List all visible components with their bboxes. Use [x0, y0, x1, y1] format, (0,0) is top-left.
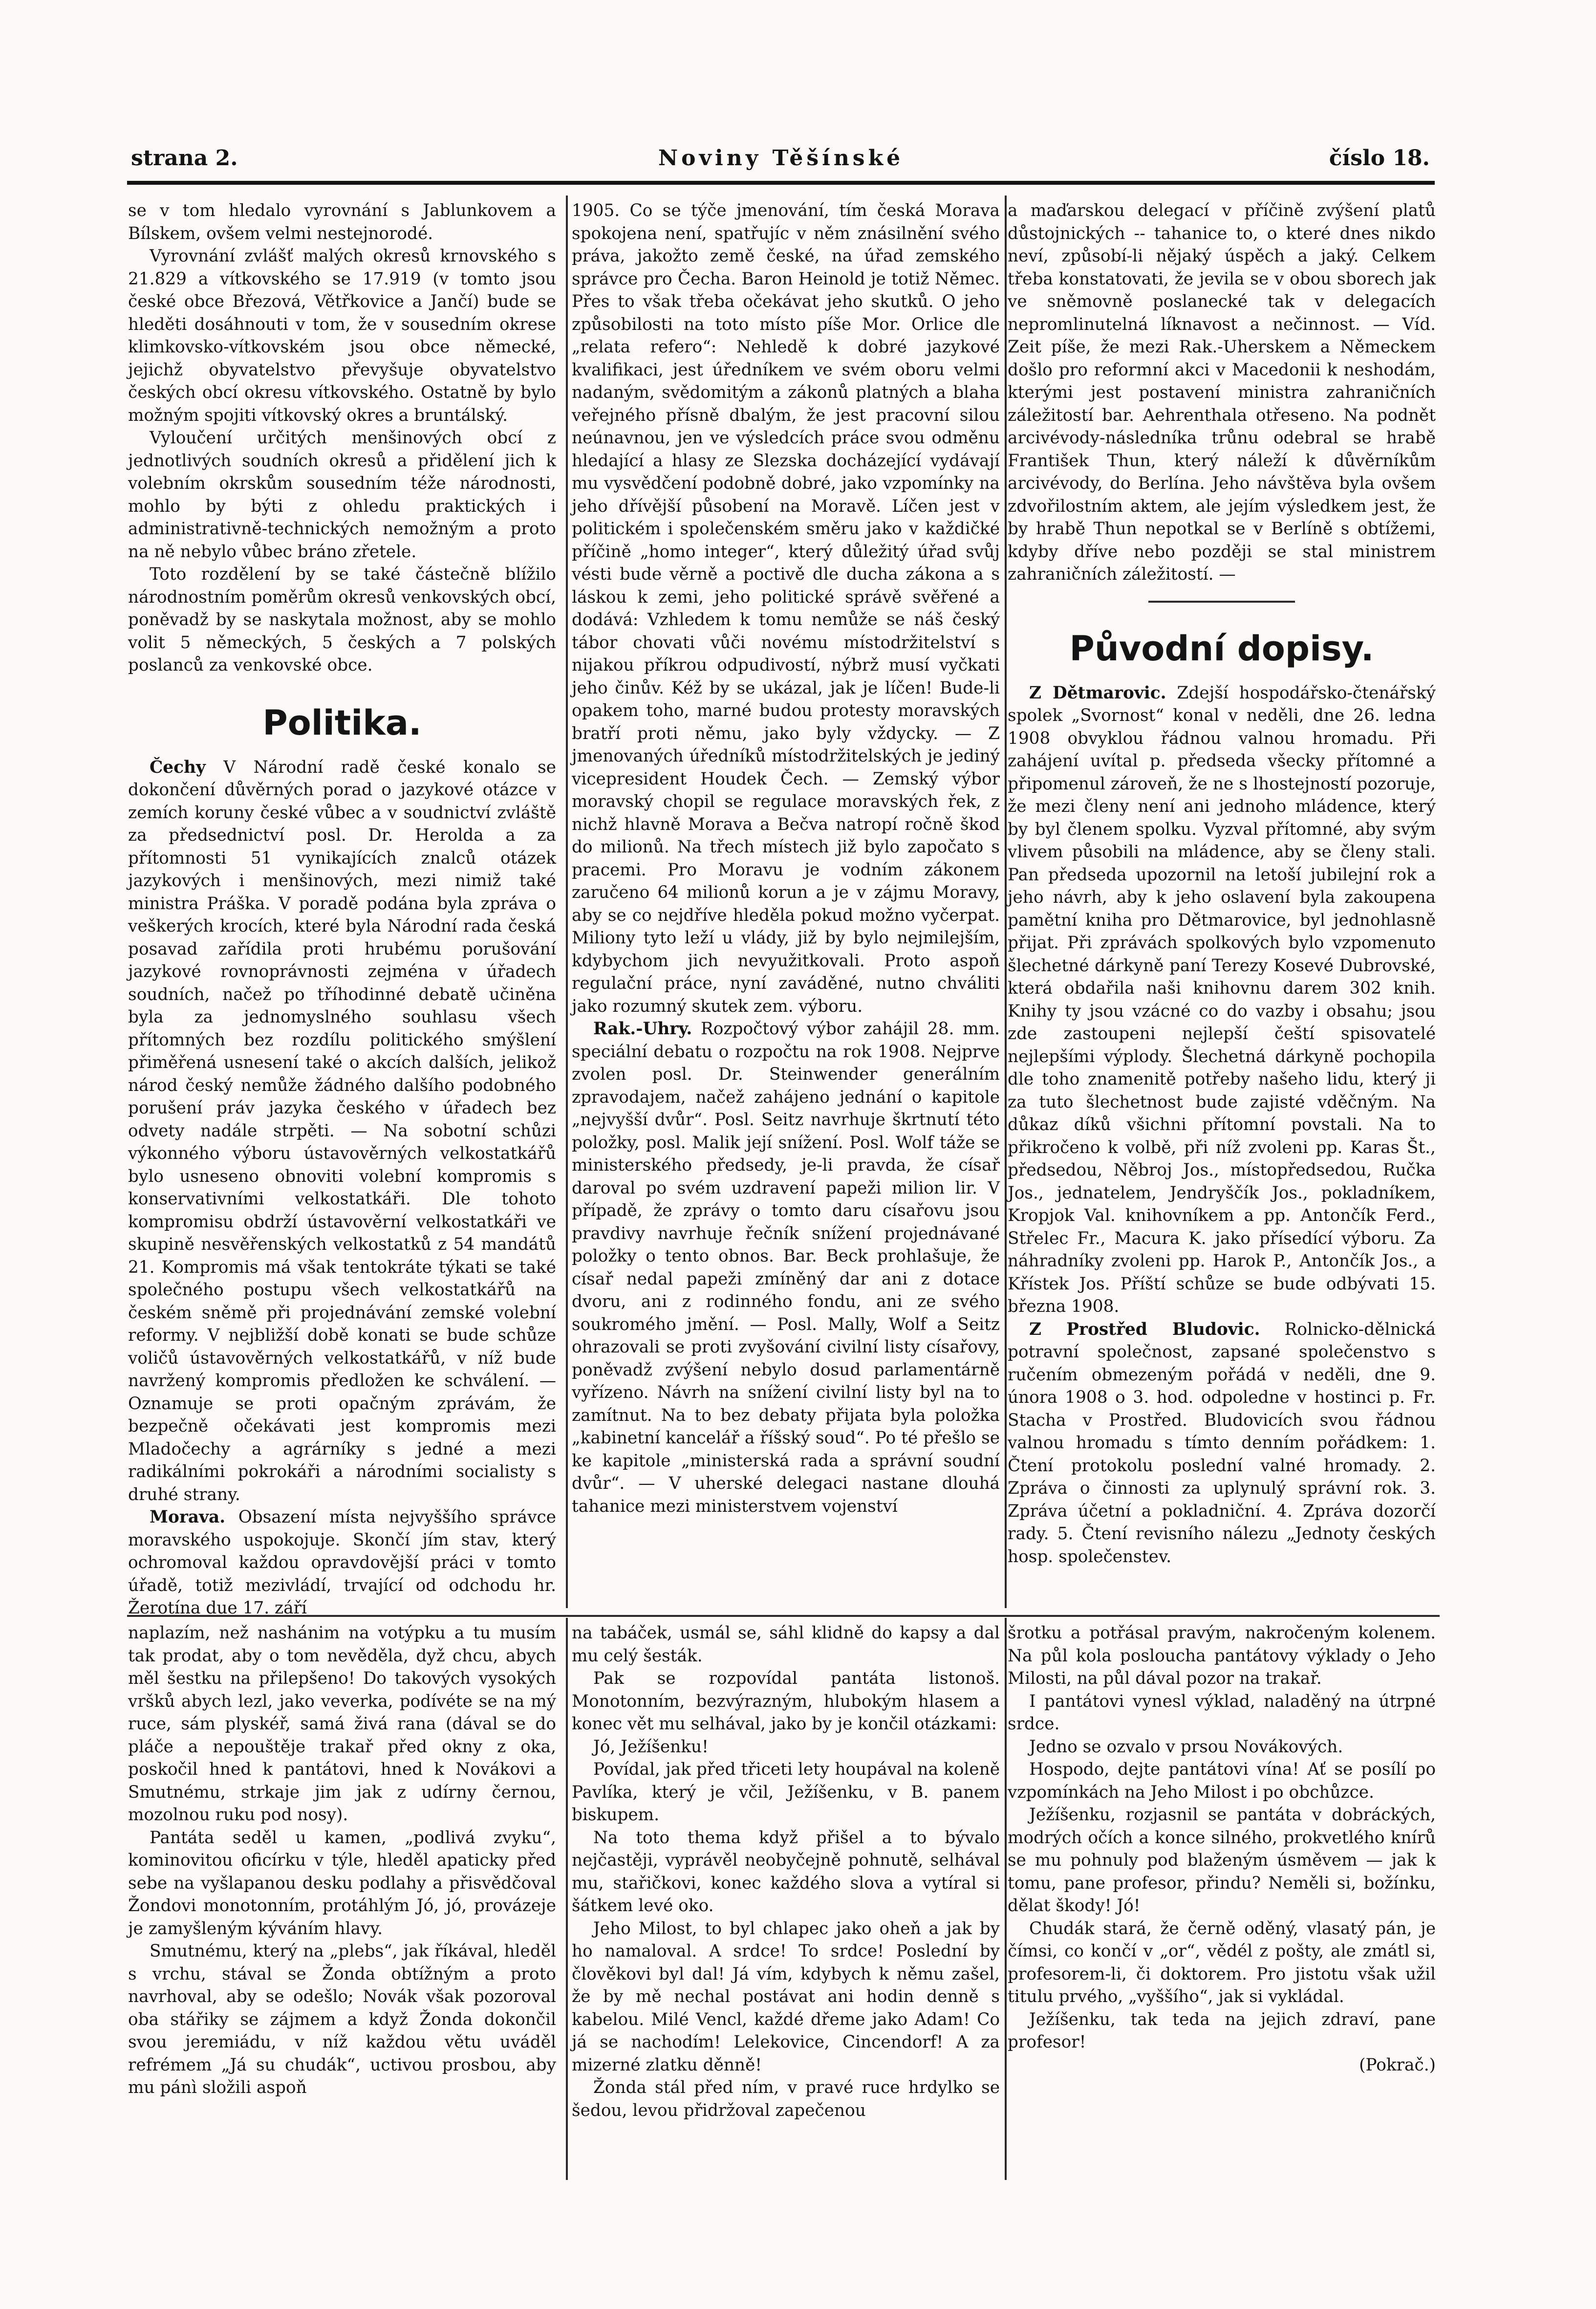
bottom-column-3	[1008, 1622, 1436, 2179]
paragraph-text: Zdejší hospodářsko-čtenářský spolek „Svornost“ konal v neděli, dne 26. ledna 1908 obvyklou řádnou valnou hromadu. Při zahájení uvítal p. předseda všecky přítomné a připomenul zároveň, že ne s lhostejností pozoruje, že mezi členy není ani jednoho mládence, který by byl členem spolku. Vyzval přítomné, aby svým vlivem působili na mládence, aby se členy stali. Pan předseda upozornil na letoší jubilejní rok a jeho návrh, aby k jeho oslavení byla zakoupena pamětní kniha pro Dětmarovice, byl jednohlasně přijat. Při zprávách spolkových bylo vzpomenuto šlechetné dárkyně paní Terezy Kosevé Dubrovské, která obdařila naši knihovnu darem 302 knih. Knihy ty jsou vzácné co do vazby i obsahu; jsou zde zastoupeni nejlepší čeští spisovatelé nejlepšími výplody. Šlechetná dárkyně pochopila dle toho znamenitě potřeby našeho lidu, který ji za tuto šlechetnost bude zajisté vděčným. Na důkaz díků všichni přítomní povstali. Na to přikročeno k volbě, při níž zvoleni pp. Karas Št., předsedou, Něbroj Jos., místopředsedou, Ručka Jos., jednatelem, Jendryščík Jos., pokladníkem, Kropjok Val. knihovníkem a pp. Antončík Ferd., Střelec Fr., Macura K. jako přísedící výboru. Za náhradníky zvoleni pp. Harok P., Antončík Jos., a Křístek Jos. Příští schůze se bude odbývati 15. března 1908.	[1008, 683, 1436, 1316]
paragraph-text: V Národní radě české konalo se dokončení důvěrných porad o jazykové otázce v zemích koruny české vůbec a v soudnictví zvláště za předsednictví posl. Dr. Herolda a za přítomnosti 51 vynikajících znalců otázek jazykových i menšinových, mezi nimiž také ministra Práška. V poradě podána byla zpráva o veškerých krocích, které byla Národní rada česká posavad zařídila proti hrubému porušování jazykové rovnoprávnosti zejména v úřadech soudních, načež po tříhodinné debatě učiněna byla za jednomyslného souhlasu všech přítomných bez rozdílu politického smýšlení přiměřená usnesení také o akcích dalších, jelikož národ český nemůže žádného dalšího podobného porušení práv jazyka českého v úřadech bez odvety nadále strpěti. — Na sobotní schůzi výkonného výboru ústavověrných velkostatkářů bylo usneseno obnoviti volební kompromis s konservativními velkostatkáři. Dle tohoto kompromisu obdrží ústavověrní velkostatkáři ve skupině nesvěřenských velkostatků z 54 mandátů 21. Kompromis má však tentokráte týkati se také společného postupu všech velkostatkářů na českém sněmě při projednávání zemské volební reformy. V nejbližší době konati se bude schůze voličů ústavověrných velkostatkářů, v níž bude navržený kompromis předložen ke schválení. — Oznamuje se proti opačným zprávám, že bezpečně očekávati jest kompromis mezi Mladočechy a agrárníky s jedné a mezi radikálními pokrokáři a národními socialisty s druhé strany.	[128, 757, 556, 1504]
page-number: strana 2.	[131, 146, 238, 171]
section-lead: Z Dětmarovic.	[1029, 683, 1166, 703]
section-lead: Rak.-Uhry.	[593, 1019, 692, 1039]
article-paragraph	[1008, 682, 1436, 1318]
section-lead: Morava.	[150, 1507, 226, 1527]
story-paragraph: šrotku a potřásal pravým, nakročeným kolenem. Na půl kola posloucha pantátovy výklady o Jeho Milosti, na půl dával pozor na trakař.	[1008, 1623, 1436, 1688]
story-paragraph: Jedno se ozvalo v prsou Novákových.	[1029, 1737, 1343, 1757]
article-paragraph: a maďarskou delegací v příčině zvýšení platů důstojnických -- tahanice to, o které dnes nikdo neví, způsobí-li nějaký úspěch a jaký. Celkem třeba konstatovati, že jevila se v obou sborech jak ve sněmovně poslanecké tak v delegacích nepromlinutelná líknavost a nečinnost. — Víd. Zeit píše, že mezi Rak.-Uherskem a Německem došlo pro reformní akci v Macedonii k neshodám, kterými jest postavení ministra zahraničních záležitostí bar. Aehrenthala otřeseno. Na podnět arcivévody-následníka trůnu odebral se hrabě František Thun, který náleží k důvěrníkům arcivévody, do Berlína. Jeho návštěva byla ovšem zdvořilostním aktem, ale jejím výsledkem jest, že by hrabě Thun nepotkal se v Berlíně s obtížemi, kdyby dříve nebo později se stal ministrem zahraničních záležitostí. —	[1008, 201, 1436, 584]
story-paragraph: Pak se rozpovídal pantáta listonoš. Monotonním, bezvýrazným, hlubokým hlasem a konec vět mu selhával, jako by je končil otázkami:	[572, 1669, 1000, 1734]
story-paragraph: Povídal, jak před třiceti lety houpával na koleně Pavlíka, který je včil, Ježíšenku, v B. panem biskupem.	[572, 1760, 1000, 1825]
paragraph-text: Rolnicko-dělnická potravní společnost, zapsané společenstvo s ručením obmezeným pořádá v neděli, dne 9. února 1908 o 3. hod. odpoledne v hostinci p. Fr. Stacha v Prostřed. Bludovicích svou řádnou valnou hromadu s tímto denním pořádkem: 1. Čtení protokolu poslední valné hromady. 2. Zpráva o činnosti za uplynulý správní rok. 3. Zpráva účetní a pokladniční. 4. Zpráva dozorčí rady. 5. Čtení revisního nálezu „Jednoty českých hosp. společenstev.	[1008, 1319, 1436, 1567]
article-paragraph	[1008, 1318, 1436, 1568]
article-paragraph: Vyrovnání zvlášť malých okresů krnovského s 21.829 a vítkovského se 17.919 (v tomto jsou české obce Březová, Větřkovice a Jančí) bude se hleděti dosáhnouti v tom, že v sousedním okrese klimkovsko-vítkovském jsou obce německé, jejichž obyvatelstvo převyšuje obyvatelstvo českých obcí okresu vítkovského. Ostatně by bylo možným spojiti vítkovský okres a bruntálský.	[128, 246, 556, 425]
story-paragraph: na tabáček, usmál se, sáhl klidně do kapsy a dal mu celý šesták.	[572, 1623, 1000, 1666]
article-paragraph: se v tom hledalo vyrovnání s Jablunkovem a Bílskem, ovšem velmi nestejnorodé.	[128, 201, 556, 243]
article-paragraph	[572, 1018, 1000, 1518]
column-divider	[566, 1618, 568, 2180]
article-paragraph: 1905. Co se týče jmenování, tím česká Morava spokojena není, spatřujíc v něm znásilnění svého práva, jakožto země české, na úřad zemského správce pro Čecha. Baron Heinold je totiž Němec. Přes to však třeba očekávat jeho skutků. O jeho způsobilosti na toto místo píše Mor. Orlice dle „relata refero“: Nehledě k dobré jazykové kvalifikaci, jest úředníkem ve svém oboru velmi nadaným, svědomitým a zákonů platných a blaha veřejného přísně dbalým, že jest pracovní silou neúnavnou, jen ve výsledcích práce svou odměnu hledající a hlasy ze Slezska docházející vydávají mu vysvědčení podobně dobré, jako vzpomínky na jeho dřívější působení na Moravě. Líčen jest v politickém i společenském směru jako v každičké příčině „homo integer“, který důležitý úřad svůj vésti bude věrně a poctivě dle ducha zákona a s láskou k zemi, jeho politické správě svěřené a dodává: Vzhledem k tomu nemůže se náš český tábor chovati vůči novému místodržitelství s nijakou příkrou odpudivostí, nýbrž musí vyčkati jeho činův. Kéž by se ukázal, jak je líčen! Bude-li opakem toho, marné budou protesty moravských bratří proti němu, jako byly vždycky. — Z jmenovaných úředníků místodržitelských je jediný vicepresident Houdek Čech. — Zemský výbor moravský chopil se regulace moravských řek, z nichž hlavně Morava a Bečva natropí ročně škod do milionů. Na třech místech již bylo započato s pracemi. Pro Moravu je vodním zákonem zaručeno 64 milionů korun a je v zájmu Moravy, aby se co nejdříve hleděla pokud možno vyčerpat. Miliony tyto leží u vlády, již by bylo nejmilejším, kdybychom jich nevyužitkovali. Proto aspoň regulační práce, nyní zaváděné, nutno chváliti jako rozumný skutek zem. výboru.	[572, 201, 1000, 1016]
paragraph-text: Obsazení místa nejvyššího správce moravského uspokojuje. Skončí jím stav, který ochromoval každou opravdovější práci v tomto úřadě, totiž mezivládí, trvající od odchodu hr. Žerotína due 17. září	[128, 1507, 556, 1618]
masthead-rule	[127, 181, 1435, 185]
masthead	[127, 143, 1435, 178]
story-paragraph: Jeho Milost, to byl chlapec jako oheň a jak by ho namaloval. A srdce! To srdce! Poslední by člověkovi byl dal! Já vím, kdybych k němu zašel, že by mě nechal postávat ani hodin denně s kabelou. Milé Vencl, každé dřeme jako Adam! Co já se nachodím! Lelekovice, Cincendorf! A za mizerné zlatku děnně!	[572, 1918, 1000, 2075]
feuilleton-divider	[127, 1615, 1440, 1617]
story-paragraph: Chudák stará, že černě oděný, vlasatý pán, je čímsi, co končí v „or“, vědél z pošty, ale zmátl si, profesorem-li, či doktorem. Pro jistotu však užil titulu prvého, „vyššího“, jak si vykládal.	[1008, 1918, 1436, 2006]
story-paragraph: Smutnému, který na „plebs“, jak říkával, hleděl s vrchu, stával se Žonda obtížným a proto navrhoval, aby se odešlo; Novák však pozoroval oba stářiky se zájmem a když Žonda dokončil svou jeremiádu, v níž každou větu uváděl refrémem „Já su chudák“, uctivou prosbou, aby mu pánì složili aspoň	[128, 1941, 556, 2097]
story-paragraph: Na toto thema když přišel a to bývalo nejčastěji, vyprávěl neobyčejně pohnutě, selhával mu, stařičkovi, konec každého slova a vytíral si šátkem levé oko.	[572, 1828, 1000, 1916]
bottom-column-2	[572, 1622, 1000, 2179]
top-column-3	[1008, 199, 1436, 1597]
newspaper-title: Noviny Těšínské	[658, 146, 904, 171]
article-paragraph: Toto rozdělení by se také částečně blížilo národnostním poměrům okresů venkovských obcí, poněvadž by se naskytala možnost, aby se mohlo volit 5 německých, 5 českých a 7 polských poslanců za venkovské obce.	[128, 565, 556, 675]
section-heading-politika: Politika.	[262, 702, 422, 743]
section-rule	[1148, 601, 1295, 603]
continued-note: (Pokrač.)	[1359, 2055, 1436, 2075]
story-paragraph: Hospodo, dejte pantátovi vína! Ať se posílí po vzpomínkách na Jeho Milost i po obchůzce.	[1008, 1760, 1436, 1802]
story-paragraph: naplazím, než nashánim na votýpku a tu musím tak prodat, aby o tom nevěděla, dyž chcu, abych měl šestku na přilepšeno! Do takových vysokých vršků abych lezl, jako veverka, podívéte se na mý ruce, sám plyskéř, samá živá rana (dával se do pláče a nepouštěje trakař před okny z oka, poskočil hned k pantátovi, hned k Novákovi a Smutnému, strkaje jim jak z udírny černou, mozolnou ruku pod nosy).	[128, 1623, 556, 1825]
paragraph-text: Rozpočtový výbor zahájil 28. mm. speciální debatu o rozpočtu na rok 1908. Nejprve zvolen posl. Dr. Steinwender generálním zpravodajem, načež zahájeno jednání o kapitole „nejvyšší dvůr“. Posl. Seitz navrhuje škrtnutí této položky, posl. Malik její snížení. Posl. Wolf táže se ministerského předsedy, je-li pravda, že císař daroval po svém uzdravení papeži milion lir. V případě, že zprávy o tomto daru císařovu jsou pravdivy navrhuje řečník snížení projednávané položky o tento obnos. Bar. Beck prohlašuje, že císař nedal papeži zmíněný dar ani z dotace dvoru, ani z rodinného fondu, ani ze svého soukromého jmění. — Posl. Mally, Wolf a Seitz ohrazovali se proti zvyšování civilní listy císařovy, poněvadž zvýšení nebylo dosud parlamentárně vyřízeno. Návrh na snížení civilní listy byl na to zamítnut. Na to bez debaty přijata byla položka „kabinetní kancelář a říšský soud“. Po té přešlo se ke kapitole „ministerská rada a správní soudní dvůr“. — V uherské delegaci nastane dlouhá tahanice mezi ministerstvem vojenství	[572, 1019, 1000, 1516]
column-divider	[566, 196, 568, 1608]
column-divider	[1005, 1618, 1007, 2180]
article-paragraph	[128, 756, 556, 1506]
top-column-1	[128, 199, 556, 1618]
section-lead: Z Prostřed Bludovic.	[1029, 1319, 1260, 1339]
story-paragraph: Ježíšenku, tak teda na jejich zdraví, pane profesor!	[1008, 2009, 1436, 2052]
story-paragraph: Pantáta seděl u kamen, „podlivá zvyku“, kominovitou oficírku v týle, hleděl apaticky před sebe na vyšlapanou desku podlahy a přisvědčoval Žondovi monotonním, protáhlým Jó, jó, provázeje je zamyšleným kýváním hlavy.	[128, 1828, 556, 1939]
story-paragraph: I pantátovi vynesl výklad, naladěný na útrpné srdce.	[1008, 1691, 1436, 1734]
story-paragraph: Žonda stál před ním, v pravé ruce hrdylko se šedou, levou přidržoval zapečenou	[572, 2078, 1000, 2120]
bottom-column-1	[128, 1622, 556, 2179]
section-lead: Čechy	[150, 757, 206, 777]
section-heading-puvodni-dopisy: Původní dopisy.	[1069, 628, 1374, 669]
article-paragraph: Vyloučení určitých menšinových obcí z jednotlivých soudních okresů a přidělení jich k volebním okrskům sousedním téže národnosti, mohlo by býti z ohledu praktických i administrativně-technických nemožným a proto na ně nebylo vůbec bráno zřetele.	[128, 428, 556, 562]
column-divider	[1005, 196, 1007, 1608]
issue-number: číslo 18.	[1329, 146, 1430, 171]
top-column-2	[572, 199, 1000, 1597]
story-paragraph: Ježíšenku, rozjasnil se pantáta v dobráckých, modrých očích a konce silného, prokvetlého knírů se mu pohnuly pod blaženým úsměvem — jak k tomu, pane profesor, přindu? Neměli si, božínku, dělat škody! Jó!	[1008, 1805, 1436, 1916]
article-paragraph	[128, 1506, 556, 1620]
story-paragraph: Jó, Ježíšenku!	[593, 1737, 709, 1757]
